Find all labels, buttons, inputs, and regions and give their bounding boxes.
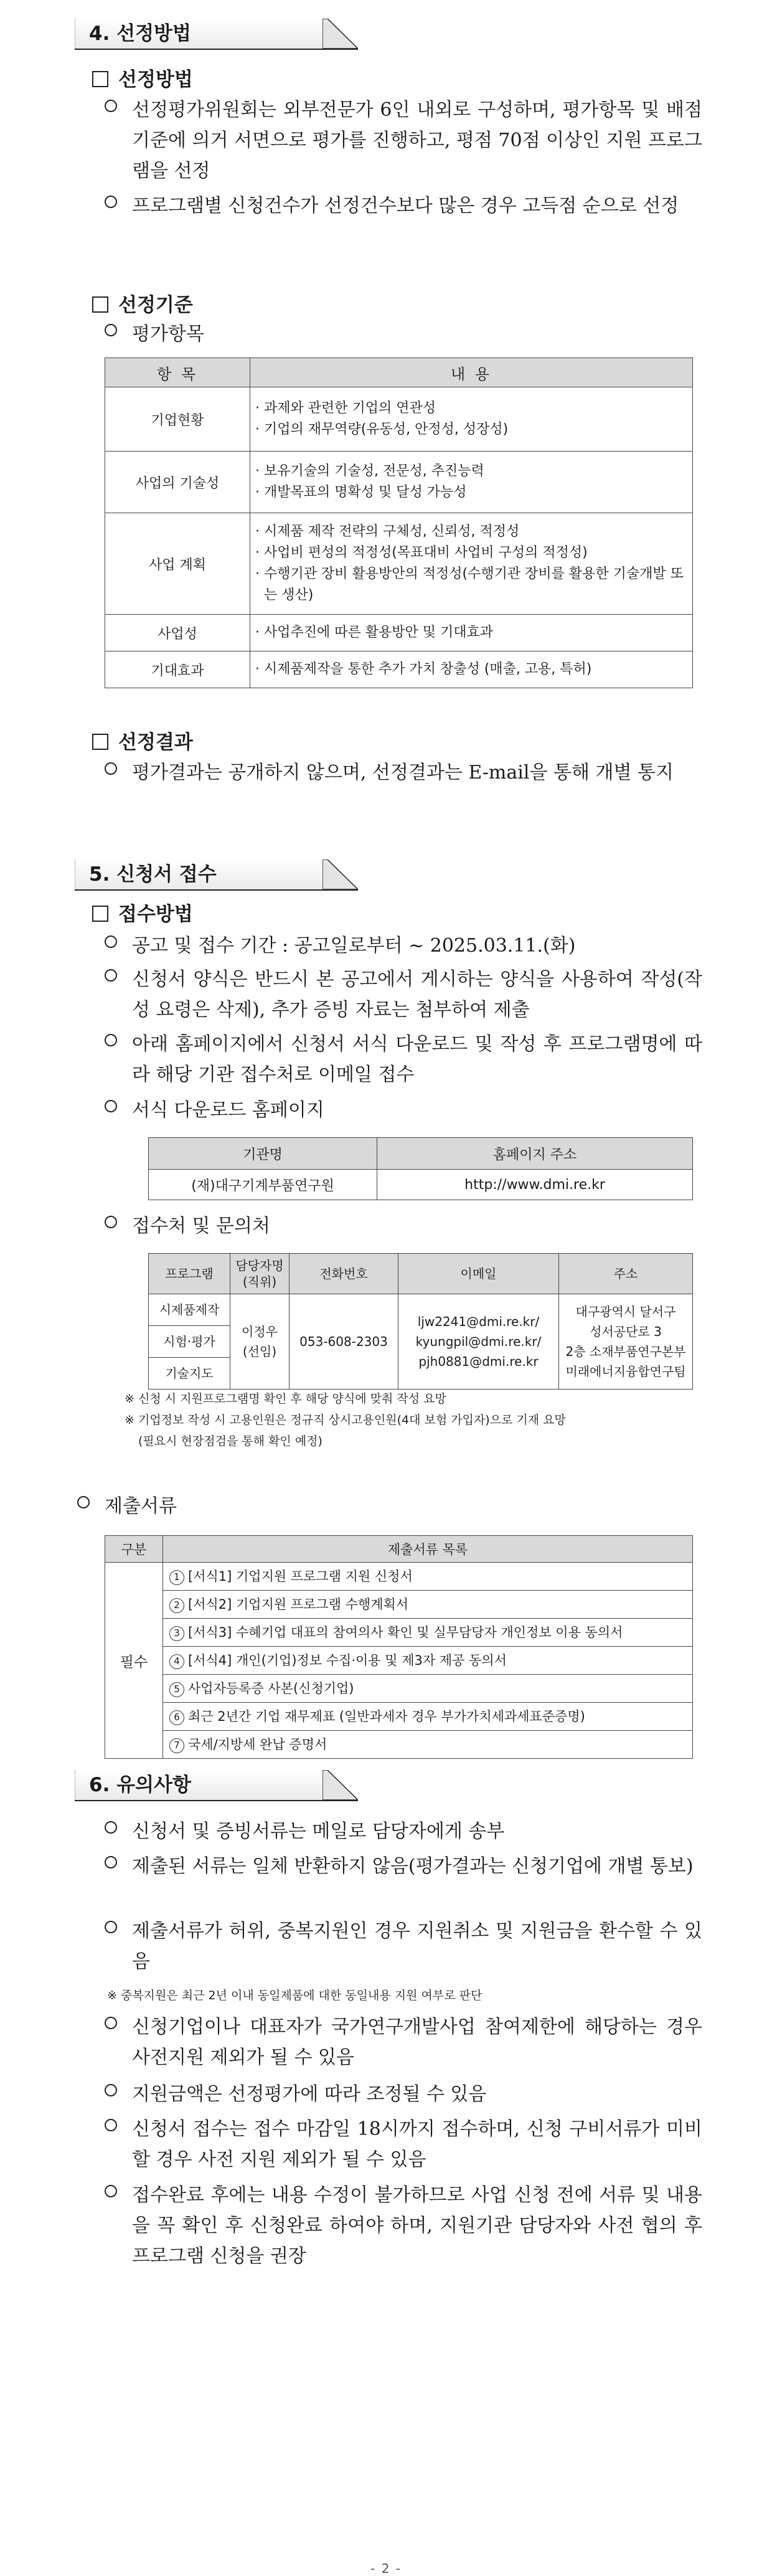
table-row: (재)대구기계부품연구원 http://www.dmi.re.kr — [149, 1170, 693, 1200]
list-item: 아래 홈페이지에서 신청서 서식 다운로드 및 작성 후 프로그램명에 따라 해당 기관 접수처로 이메일 접수 — [105, 1029, 702, 1090]
evaluation-criteria-table — [105, 358, 693, 688]
list-item: 신청서 및 증빙서류는 메일로 담당자에게 송부 — [105, 1816, 702, 1847]
table-header: 제출서류 목록 — [163, 1536, 693, 1563]
section-4-header — [75, 19, 358, 50]
header-tab-corner — [322, 859, 358, 891]
email-link[interactable]: pjh0881@dmi.re.kr — [418, 1354, 539, 1369]
header-tab-corner — [322, 1770, 358, 1801]
circle-bullet-icon — [105, 2119, 117, 2131]
table-header: 구분 — [105, 1536, 163, 1563]
table-row: 시제품제작 이정우 (선임) 053-608-2303 ljw2241@dmi.re.kr/ kyungpil@dmi.re.kr/ pjh0881@dmi.re.kr 대구광역시 달서구 성서공단로 3 2층 소재부품연구본부 미래에너지융합연구팀 — [149, 1294, 693, 1326]
square-bullet-icon — [92, 71, 108, 87]
table-row: 필수 1 [서식1] 기업지원 프로그램 지원 신청서 — [105, 1563, 693, 1591]
square-bullet-icon — [92, 906, 108, 922]
table-row: 5 사업자등록증 사본(신청기업) — [105, 1675, 693, 1703]
homepage-table — [148, 1137, 693, 1200]
table-row: 사업성 · 사업추진에 따른 활용방안 및 기대효과 — [105, 615, 693, 651]
square-bullet-icon — [92, 296, 108, 313]
note: ※ 중복지원은 최근 2년 이내 동일제품에 대한 동일내용 지원 여부로 판단 — [107, 1989, 482, 2002]
list-item: 평가결과는 공개하지 않으며, 선정결과는 E-mail을 통해 개별 통지 — [105, 757, 702, 788]
circle-bullet-icon — [105, 2185, 117, 2197]
circle-bullet-icon — [105, 100, 117, 112]
heading-selection-criteria: 선정기준 — [92, 289, 193, 317]
table-header: 홈페이지 주소 — [377, 1138, 693, 1170]
table-header: 프로그램 — [149, 1254, 230, 1294]
list-item: 선정평가위원회는 외부전문가 6인 내외로 구성하며, 평가항목 및 배점기준에 의거 서면으로 평가를 진행하고, 평점 70점 이상인 지원 프로그램을 선정 — [105, 95, 702, 186]
header-tab-corner — [322, 19, 358, 50]
circle-bullet-icon — [105, 1856, 117, 1868]
table-row: 3 [서식3] 수혜기업 대표의 참여의사 확인 및 실무담당자 개인정보 이용 동의서 — [105, 1619, 693, 1647]
circle-bullet-icon — [105, 1921, 117, 1933]
table-row: 시험·평가 — [149, 1326, 693, 1358]
heading-receipt-method: 접수방법 — [92, 898, 193, 926]
list-item: 프로그램별 신청건수가 선정건수보다 많은 경우 고득점 순으로 선정 — [105, 191, 702, 221]
circle-bullet-icon — [105, 1821, 117, 1834]
section-5-header — [75, 859, 358, 891]
table-header: 내 용 — [250, 358, 693, 387]
table-row: 4 [서식4] 개인(기업)정보 수집·이용 및 제3자 제공 동의서 — [105, 1647, 693, 1675]
circle-bullet-icon — [77, 1496, 90, 1508]
table-header: 이메일 — [398, 1254, 559, 1294]
list-item: 제출서류가 허위, 중복지원인 경우 지원취소 및 지원금을 환수할 수 있음 — [105, 1916, 702, 1977]
list-item: 접수완료 후에는 내용 수정이 불가하므로 사업 신청 전에 서류 및 내용을 꼭 확인 후 신청완료 하여야 하며, 지원기관 담당자와 사전 협의 후 프로그램 신청을 권장 — [105, 2180, 702, 2271]
heading-selection-method: 선정방법 — [92, 64, 193, 92]
circle-bullet-icon — [105, 1216, 117, 1228]
circle-bullet-icon — [105, 1034, 117, 1046]
table-header: 기관명 — [149, 1138, 377, 1170]
list-item: 제출된 서류는 일체 반환하지 않음(평가결과는 신청기업에 개별 통보) — [105, 1851, 702, 1882]
list-item: 신청기업이나 대표자가 국가연구개발사업 참여제한에 해당하는 경우 사전지원 제외가 될 수 있음 — [105, 2012, 702, 2073]
list-item: 신청서 접수는 접수 마감일 18시까지 접수하며, 신청 구비서류가 미비할 경우 사전 지원 제외가 될 수 있음 — [105, 2114, 702, 2175]
circle-bullet-icon — [105, 935, 117, 948]
list-item: 신청서 양식은 반드시 본 공고에서 게시하는 양식을 사용하여 작성(작성 요령은 삭제), 추가 증빙 자료는 첨부하여 제출 — [105, 964, 702, 1025]
square-bullet-icon — [92, 734, 108, 750]
table-row: 기술지도 — [149, 1358, 693, 1390]
list-item: 공고 및 접수 기간 : 공고일로부터 ~ 2025.03.11.(화) — [105, 930, 702, 961]
contact-table — [148, 1253, 693, 1390]
note: ※ 신청 시 지원프로그램명 확인 후 해당 양식에 맞춰 작성 요망 — [125, 1392, 446, 1406]
circle-bullet-icon — [105, 2017, 117, 2029]
list-item: 제출서류 — [77, 1491, 675, 1522]
table-row: 기대효과 · 시제품제작을 통한 추가 가치 창출성 (매출, 고용, 특허) — [105, 651, 693, 688]
email-link[interactable]: kyungpil@dmi.re.kr/ — [415, 1334, 542, 1349]
table-header: 항 목 — [105, 358, 250, 387]
section-6-title: 6. 유의사항 — [75, 1770, 324, 1800]
homepage-link[interactable]: http://www.dmi.re.kr — [377, 1170, 693, 1200]
section-5-title: 5. 신청서 접수 — [75, 859, 324, 889]
circle-bullet-icon — [105, 969, 117, 982]
note: ※ 기업정보 작성 시 고용인원은 정규직 상시고용인원(4대 보험 가입자)으로 기재 요망 — [125, 1413, 566, 1427]
required-documents-table — [105, 1535, 693, 1759]
table-header: 전화번호 — [290, 1254, 398, 1294]
table-row: 2 [서식2] 기업지원 프로그램 수행계획서 — [105, 1591, 693, 1619]
list-item: 평가항목 — [105, 319, 702, 349]
circle-bullet-icon — [105, 2084, 117, 2096]
table-header: 담당자명(직위) — [230, 1254, 290, 1294]
list-item: 접수처 및 문의처 — [105, 1211, 702, 1241]
circle-bullet-icon — [105, 324, 117, 336]
page-number: - 2 - — [370, 2561, 402, 2576]
list-item: 서식 다운로드 홈페이지 — [105, 1095, 702, 1125]
note: (필요시 현장점검을 통해 확인 예정) — [138, 1434, 322, 1448]
circle-bullet-icon — [105, 762, 117, 775]
table-row: 사업 계획 · 시제품 제작 전략의 구체성, 신뢰성, 적정성 · 사업비 편성의 적정성(목표대비 사업비 구성의 적정성) · 수행기관 장비 활용방안의 적정성(수행기관 장비를 활용한 기술개발 또는 생산) — [105, 513, 693, 615]
email-link[interactable]: ljw2241@dmi.re.kr/ — [417, 1314, 540, 1329]
table-row: 기업현황 · 과제와 관련한 기업의 연관성 · 기업의 재무역량(유동성, 안정성, 성장성) — [105, 387, 693, 452]
table-row: 7 국세/지방세 완납 증명서 — [105, 1731, 693, 1759]
section-4-title: 4. 선정방법 — [75, 19, 324, 49]
circle-bullet-icon — [105, 1100, 117, 1112]
list-item: 지원금액은 선정평가에 따라 조정될 수 있음 — [105, 2079, 702, 2110]
circle-bullet-icon — [105, 196, 117, 208]
table-header: 주소 — [559, 1254, 693, 1294]
heading-selection-result: 선정결과 — [92, 726, 193, 754]
section-6-header — [75, 1770, 358, 1801]
table-row: 6 최근 2년간 기업 재무제표 (일반과세자 경우 부가가치세과세표준증명) — [105, 1703, 693, 1731]
table-row: 사업의 기술성 · 보유기술의 기술성, 전문성, 추진능력 · 개발목표의 명확성 및 달성 가능성 — [105, 452, 693, 513]
